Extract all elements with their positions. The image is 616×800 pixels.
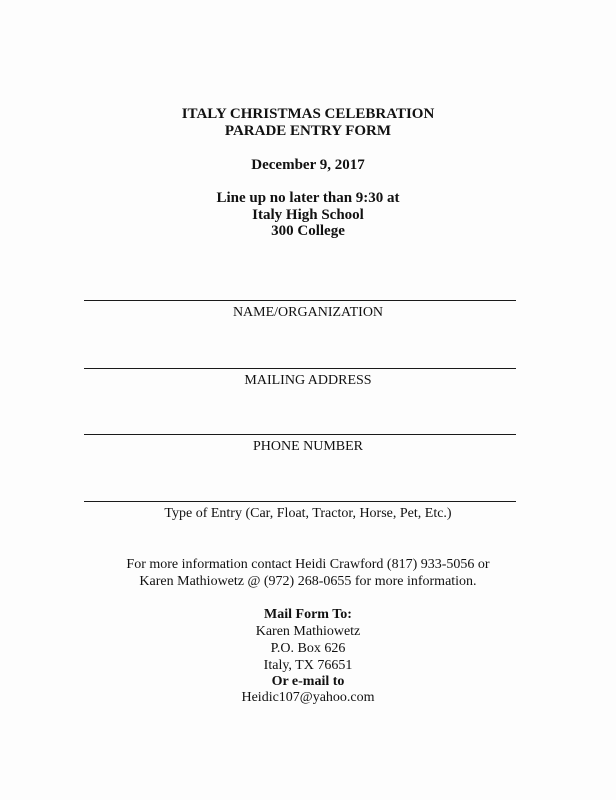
name-organization-line[interactable] <box>84 300 516 301</box>
type-of-entry-label: Type of Entry (Car, Float, Tractor, Horse, Pet, Etc.) <box>164 506 452 521</box>
name-organization-label: NAME/ORGANIZATION <box>232 305 384 320</box>
mailing-address-label: MAILING ADDRESS <box>244 373 372 388</box>
title-line-2: PARADE ENTRY FORM <box>224 123 392 139</box>
or-email-label: Or e-mail to <box>271 674 345 689</box>
phone-number-label: PHONE NUMBER <box>252 439 364 454</box>
lineup-line-3: 300 College <box>271 223 345 239</box>
title-line-1: ITALY CHRISTMAS CELEBRATION <box>181 106 435 122</box>
mailing-address-line[interactable] <box>84 368 516 369</box>
phone-number-line[interactable] <box>84 434 516 435</box>
lineup-line-2: Italy High School <box>252 207 364 223</box>
mail-city: Italy, TX 76651 <box>263 658 353 673</box>
info-line-1: For more information contact Heidi Crawford (817) 933-5056 or <box>126 557 490 572</box>
event-date: December 9, 2017 <box>251 157 365 173</box>
mail-heading: Mail Form To: <box>264 607 352 622</box>
lineup-line-1: Line up no later than 9:30 at <box>216 190 400 206</box>
email-address[interactable]: Heidic107@yahoo.com <box>241 690 375 705</box>
info-line-2: Karen Mathiowetz @ (972) 268-0655 for more information. <box>139 574 477 589</box>
mail-name: Karen Mathiowetz <box>255 624 361 639</box>
mail-po-box: P.O. Box 626 <box>270 641 346 656</box>
type-of-entry-line[interactable] <box>84 501 516 502</box>
